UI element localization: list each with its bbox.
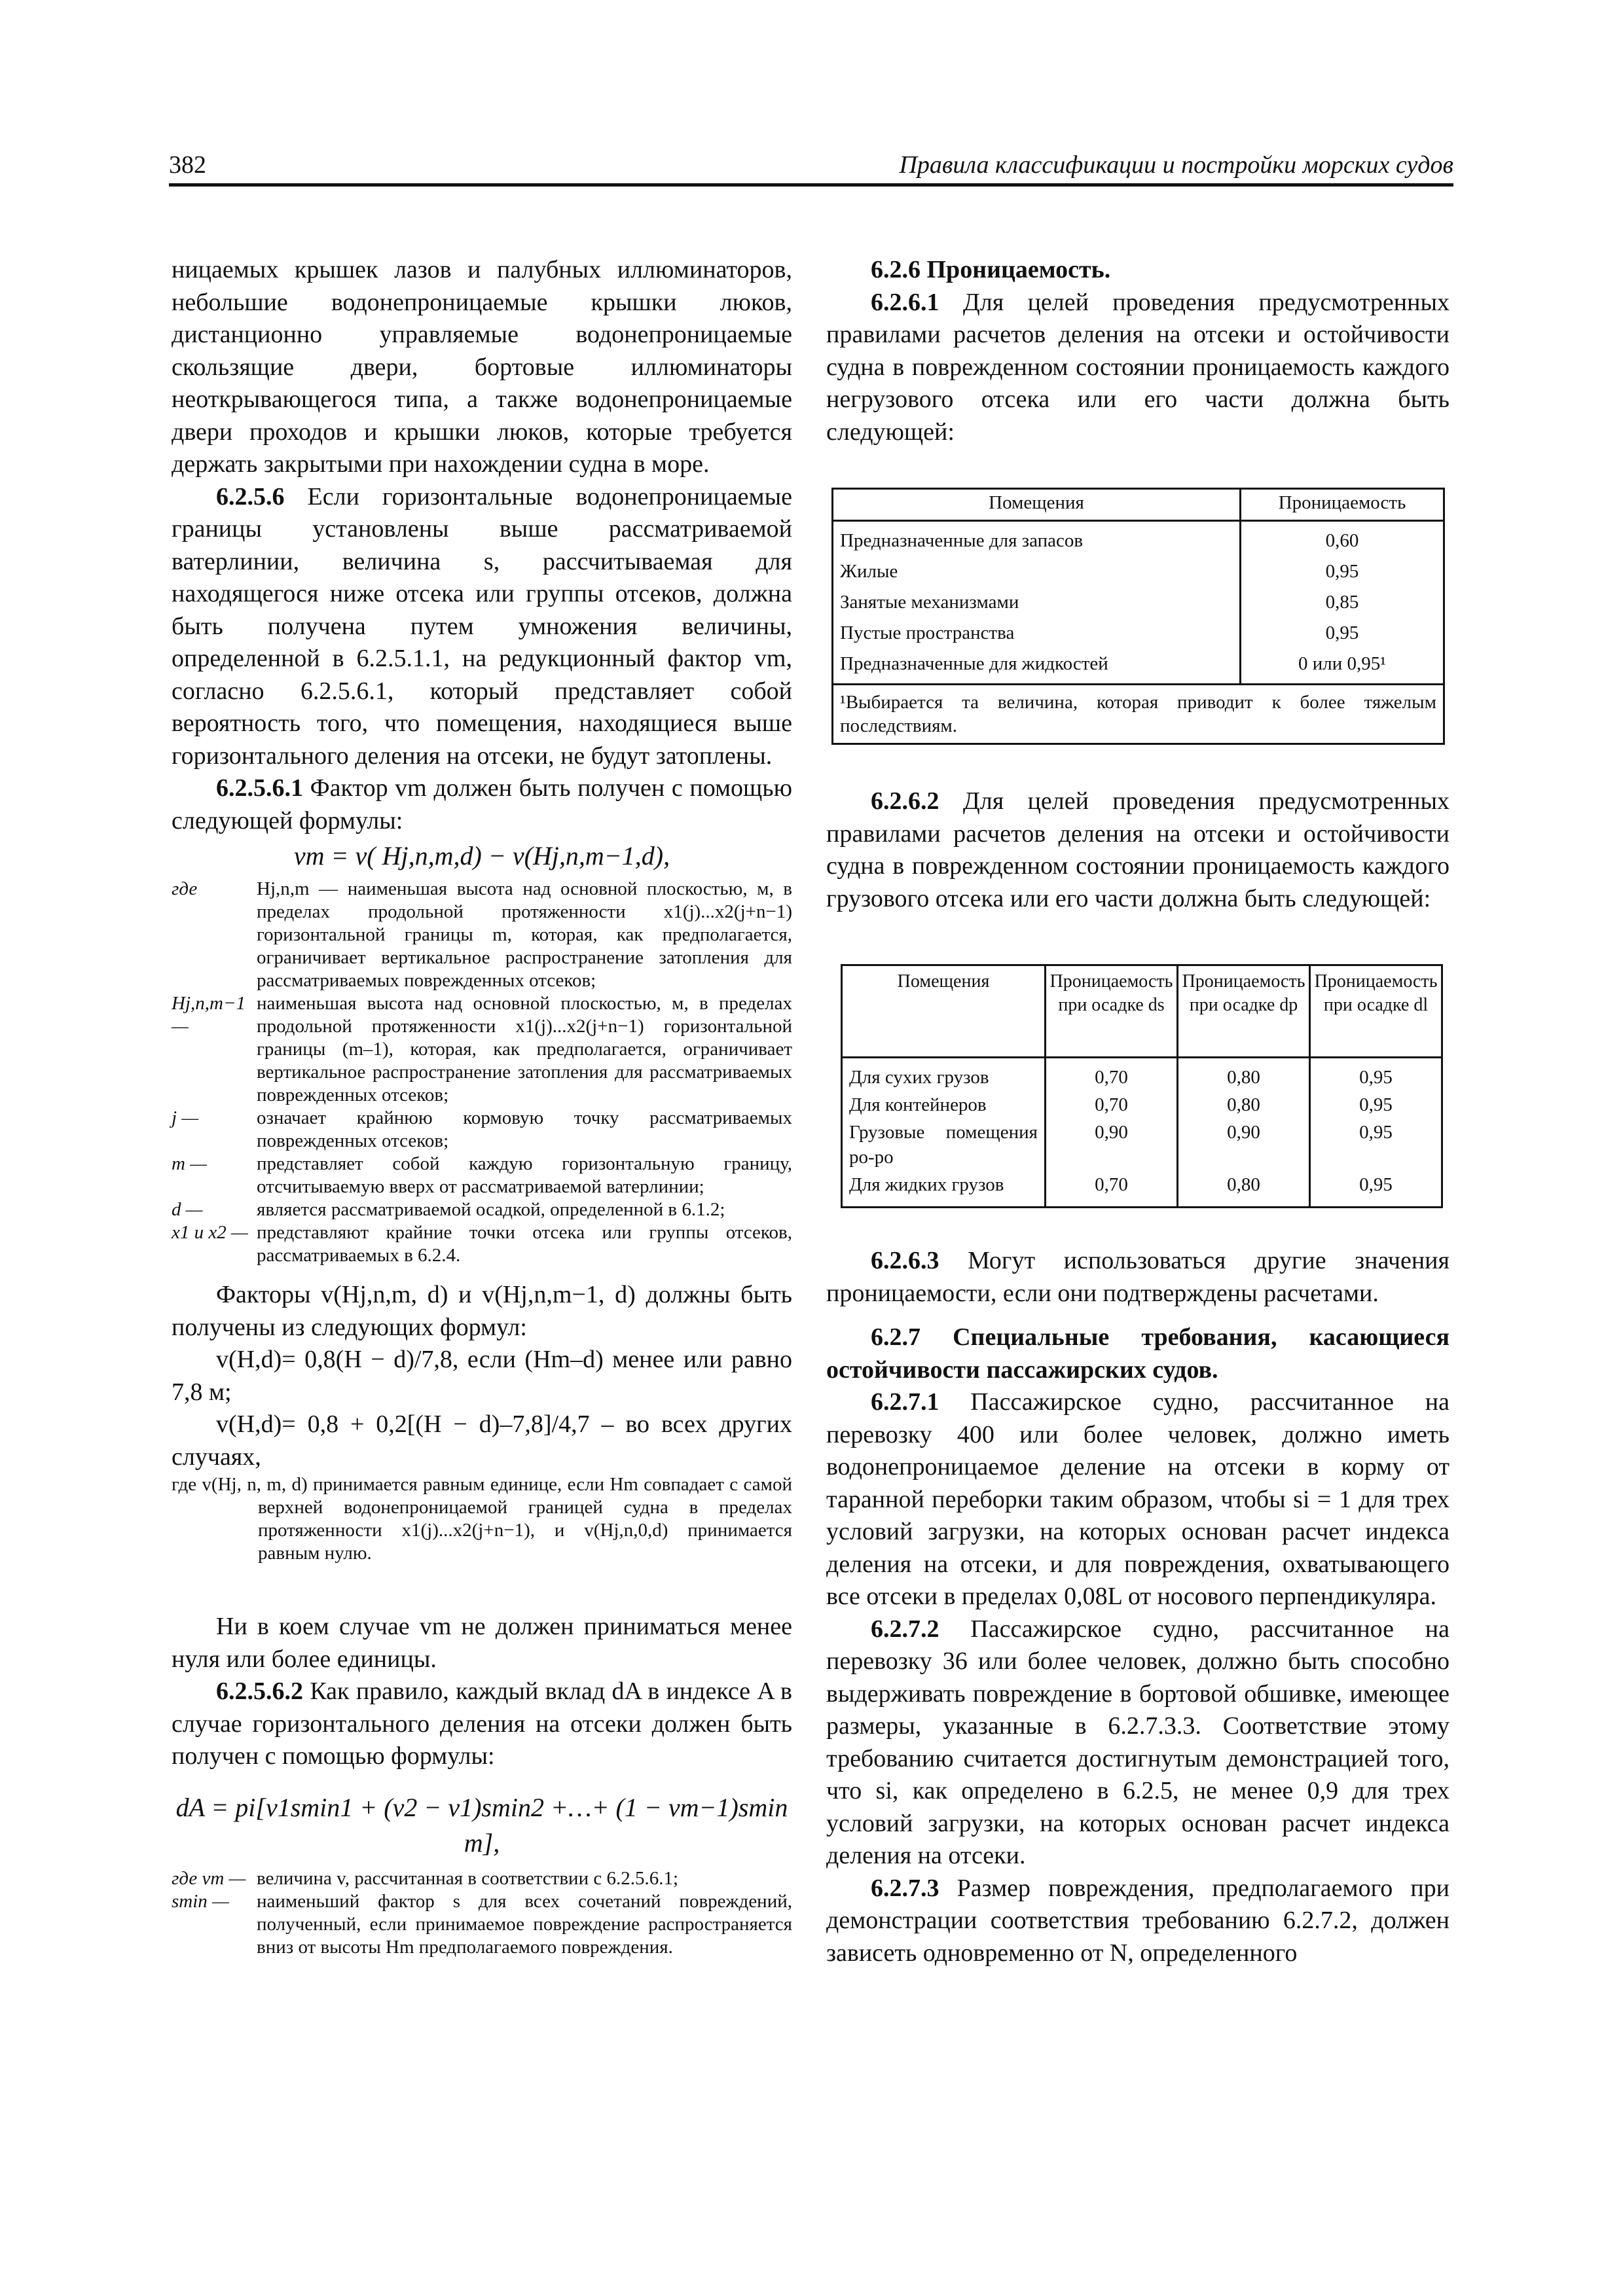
- where-key: где vm —: [172, 1867, 246, 1889]
- table-footnote: ¹Выбирается та величина, которая приводит к более тяжелым последствиям.: [833, 685, 1444, 744]
- table-cell: 0,90: [1046, 1119, 1178, 1171]
- paragraph-6-2-6-2: [826, 785, 1450, 915]
- formula-vm: vm = v( Hj,n,m,d) − v(Hj,n,m−1,d),: [293, 841, 670, 870]
- table-cell: 0,70: [1046, 1171, 1178, 1208]
- table-row: [842, 1091, 1442, 1119]
- section-heading-6-2-6: 6.2.6 Проницаемость.: [871, 256, 1111, 283]
- table-cell: Занятые механизмами: [833, 587, 1241, 618]
- table-permeability-cargo: [841, 964, 1443, 1208]
- table-cell: 0,90: [1178, 1119, 1310, 1171]
- table-row: [833, 521, 1444, 557]
- where-text: наименьшая высота над основной плоскостью, м, в пределах продольной протяженности x1(j)...x2(j+n−1) горизонтальной границы (m–1), которая, как предполагается, ограничивает вертикальное распространение затопления для рассматриваемых поврежденных отсеков;: [257, 993, 792, 1105]
- table-cell: 0,95: [1325, 622, 1359, 643]
- table-cell: Грузовые помещения ро-ро: [842, 1119, 1046, 1171]
- where-list-1: [172, 878, 792, 1267]
- section-heading-6-2-7: 6.2.7 Специальные требования, касающиеся остойчивости пассажирских судов.: [826, 1323, 1450, 1384]
- table-cell: Предназначенные для запасов: [833, 521, 1241, 557]
- table-cell: Для сухих грузов: [842, 1058, 1046, 1092]
- table-cell: 0,85: [1325, 592, 1359, 613]
- paragraph-6-2-6-3: [826, 1245, 1450, 1310]
- where-key: Hj,n,m−1 —: [172, 993, 246, 1037]
- clause-number: 6.2.5.6.1: [216, 774, 303, 802]
- where-note: где v(Hj, n, m, d) принимается равным единице, если Hm совпадает с самой верхней водонепроницаемой границей судна в пределах протяженности x1(j)...x2(j+n−1), и v(Hj,n,0,d) принимается равным нулю.: [172, 1474, 792, 1564]
- clause-number: 6.2.7.2: [871, 1615, 939, 1643]
- left-column: [172, 254, 792, 1959]
- paragraph-6-2-5-6-2: [172, 1676, 792, 1773]
- table-cell: 0,80: [1178, 1058, 1310, 1092]
- paragraph-text: Пассажирское судно, рассчитанное на перевозку 36 или более человек, должно быть способно выдерживать повреждение в бортовой обшивке, имеющее размеры, указанные в 6.2.7.3.3. Соответствие этому требованию считается достигнутым демонстрацией того, что si, как определено в 6.2.5, не менее 0,9 для трех условий загрузки, на которых основан расчет индекса деления на отсеки.: [826, 1615, 1450, 1869]
- paragraph-text: Пассажирское судно, рассчитанное на перевозку 400 или более человек, должно иметь водонепроницаемое деление на отсеки в корму от таранной переборки таким образом, чтобы si = 1 для трех условий загрузки, на которых основан расчет индекса деления на отсеки, и для повреждения, охватывающего все отсеки в пределах 0,08L от носового перпендикуляра.: [826, 1388, 1450, 1610]
- paragraph-6-2-5-6-1: [172, 772, 792, 837]
- paragraph-6-2-7-2: [826, 1613, 1450, 1873]
- paragraph-text: Как правило, каждый вклад dA в индексе A в случае горизонтального деления на отсеки должен быть получен с помощью формулы:: [172, 1677, 792, 1770]
- paragraph-text: Могут использоваться другие значения проницаемости, если они подтверждены расчетами.: [826, 1247, 1450, 1307]
- paragraph-text: Если горизонтальные водонепроницаемые границы установлены выше рассматриваемой ватерлинии, величина s, рассчитываемая для находящегося ниже отсека или группы отсеков, должна быть получена путем умножения величины, определенной в 6.2.5.1.1, на редукционный фактор vm, согласно 6.2.5.6.1, который представляет собой вероятность того, что помещения, находящиеся выше горизонтального деления на отсеки, не будут затоплены.: [172, 482, 792, 770]
- table-cell: Жилые: [833, 556, 1241, 587]
- clause-number: 6.2.5.6: [216, 482, 285, 511]
- formula-line: v(H,d)= 0,8 + 0,2[(H − d)–7,8]/4,7 – во всех других случаях,: [172, 1410, 792, 1471]
- table-cell: 0 или 0,95¹: [1298, 653, 1386, 674]
- clause-number: 6.2.6.3: [871, 1247, 939, 1274]
- table-cell: 0,80: [1178, 1091, 1310, 1119]
- where-text: наименьший фактор s для всех сочетаний повреждений, полученный, если принимаемое повреждение распространяется вниз от высоты Hm предполагаемого повреждения.: [257, 1890, 792, 1958]
- formula-da: dA = pi[v1smin1 + (v2 − v1)smin2 +…+ (1 − vm−1)smin m],: [175, 1792, 788, 1857]
- table-cell: Пустые пространства: [833, 618, 1241, 649]
- table-row: [842, 1171, 1442, 1208]
- table-row: [833, 587, 1444, 618]
- paragraph-text: Для целей проведения предусмотренных правилами расчетов деления на отсеки и остойчивости судна в поврежденном состоянии проницаемость каждого негрузового отсека или его части должна быть следующей:: [826, 288, 1450, 446]
- table-cell: 0,95: [1359, 1094, 1393, 1115]
- table-cell: 0,70: [1046, 1058, 1178, 1092]
- table-row: [833, 618, 1444, 649]
- where-text: представляет собой каждую горизонтальную границу, отсчитываемую вверх от рассматриваемой ватерлинии;: [257, 1153, 792, 1197]
- paragraph: ницаемых крышек лазов и палубных иллюминаторов, небольшие водонепроницаемые крышки люков, дистанционно управляемые водонепроницаемые скользящие двери, бортовые иллюминаторы неоткрывающегося типа, а также водонепроницаемые двери проходов и крышки люков, которые требуется держать закрытыми при нахождении судна в море.: [172, 256, 792, 478]
- page-number: 382: [169, 151, 206, 179]
- table-header: Помещения: [842, 965, 1046, 1058]
- table-cell: 0,95: [1359, 1174, 1393, 1195]
- where-key: smin —: [172, 1890, 229, 1912]
- where-key: x1 и x2 —: [172, 1222, 248, 1243]
- table-cell: 0,95: [1325, 561, 1359, 582]
- table-row: [833, 556, 1444, 587]
- formula-line: v(H,d)= 0,8(H − d)/7,8, если (Hm–d) менее или равно 7,8 м;: [172, 1346, 792, 1406]
- table-row: [842, 1119, 1442, 1171]
- table-header: Проницаемость при осадке dl: [1310, 965, 1442, 1058]
- paragraph-text: Размер повреждения, предполагаемого при демонстрации соответствия требованию 6.2.7.2, должен зависеть одновременно от N, определенного: [826, 1874, 1450, 1967]
- right-column: [826, 254, 1450, 1969]
- clause-number: 6.2.6.1: [871, 288, 939, 316]
- paragraph-text: Фактор vm должен быть получен с помощью следующей формулы:: [172, 774, 792, 834]
- page-header: [169, 145, 1453, 187]
- paragraph-6-2-6-1: [826, 287, 1450, 449]
- where-text: величина v, рассчитанная в соответствии с 6.2.5.6.1;: [257, 1867, 679, 1889]
- clause-number: 6.2.7.3: [871, 1874, 939, 1902]
- where-key: d —: [172, 1199, 203, 1220]
- table-note-row: [833, 685, 1444, 744]
- clause-number: 6.2.6.2: [871, 787, 939, 815]
- table-cell: 0,60: [1325, 530, 1359, 551]
- table-cell: 0,95: [1359, 1067, 1393, 1088]
- where-key: j —: [172, 1107, 199, 1128]
- table-header: Помещения: [833, 489, 1241, 521]
- paragraph-6-2-7-3: [826, 1873, 1450, 1970]
- where-text: является рассматриваемой осадкой, определенной в 6.1.2;: [257, 1199, 725, 1220]
- table-header: Проницаемость при осадке dp: [1178, 965, 1310, 1058]
- where-key: m —: [172, 1153, 207, 1174]
- paragraph-6-2-5-6: [172, 481, 792, 773]
- table-row: [842, 1058, 1442, 1092]
- table-cell: Для жидких грузов: [842, 1171, 1046, 1208]
- where-list-3: [172, 1867, 792, 1959]
- where-key: где: [172, 878, 198, 899]
- table-cell: Для контейнеров: [842, 1091, 1046, 1119]
- clause-number: 6.2.5.6.2: [216, 1677, 303, 1705]
- table-cell: Предназначенные для жидкостей: [833, 649, 1241, 685]
- table-header: Проницаемость: [1241, 489, 1444, 521]
- clause-number: 6.2.7.1: [871, 1388, 939, 1416]
- where-text: представляют крайние точки отсека или группы отсеков, рассматриваемых в 6.2.4.: [257, 1222, 792, 1266]
- where-text: Hj,n,m — наименьшая высота над основной плоскостью, м, в пределах продольной протяженности x1(j)...x2(j+n−1) горизонтальной границы m, которая, как предполагается, ограничивает вертикальное распространение затопления для рассматриваемых поврежденных отсеков;: [257, 878, 792, 991]
- where-text: означает крайнюю кормовую точку рассматриваемых поврежденных отсеков;: [257, 1107, 792, 1151]
- table-permeability-noncargo: [831, 488, 1445, 745]
- table-row: [833, 649, 1444, 685]
- paragraph-6-2-7-1: [826, 1386, 1450, 1613]
- running-title: Правила классификации и постройки морских судов: [899, 151, 1453, 179]
- table-header: Проницаемость при осадке ds: [1046, 965, 1178, 1058]
- table-cell: 0,80: [1178, 1171, 1310, 1208]
- table-cell: 0,70: [1046, 1091, 1178, 1119]
- paragraph: Ни в коем случае vm не должен приниматься менее нуля или более единицы.: [172, 1613, 792, 1673]
- table-cell: 0,95: [1359, 1122, 1393, 1143]
- paragraph: Факторы v(Hj,n,m, d) и v(Hj,n,m−1, d) должны быть получены из следующих формул:: [172, 1281, 792, 1341]
- paragraph-text: Для целей проведения предусмотренных правилами расчетов деления на отсеки и остойчивости судна в поврежденном состоянии проницаемость каждого грузового отсека или его части должна быть следующей:: [826, 787, 1450, 912]
